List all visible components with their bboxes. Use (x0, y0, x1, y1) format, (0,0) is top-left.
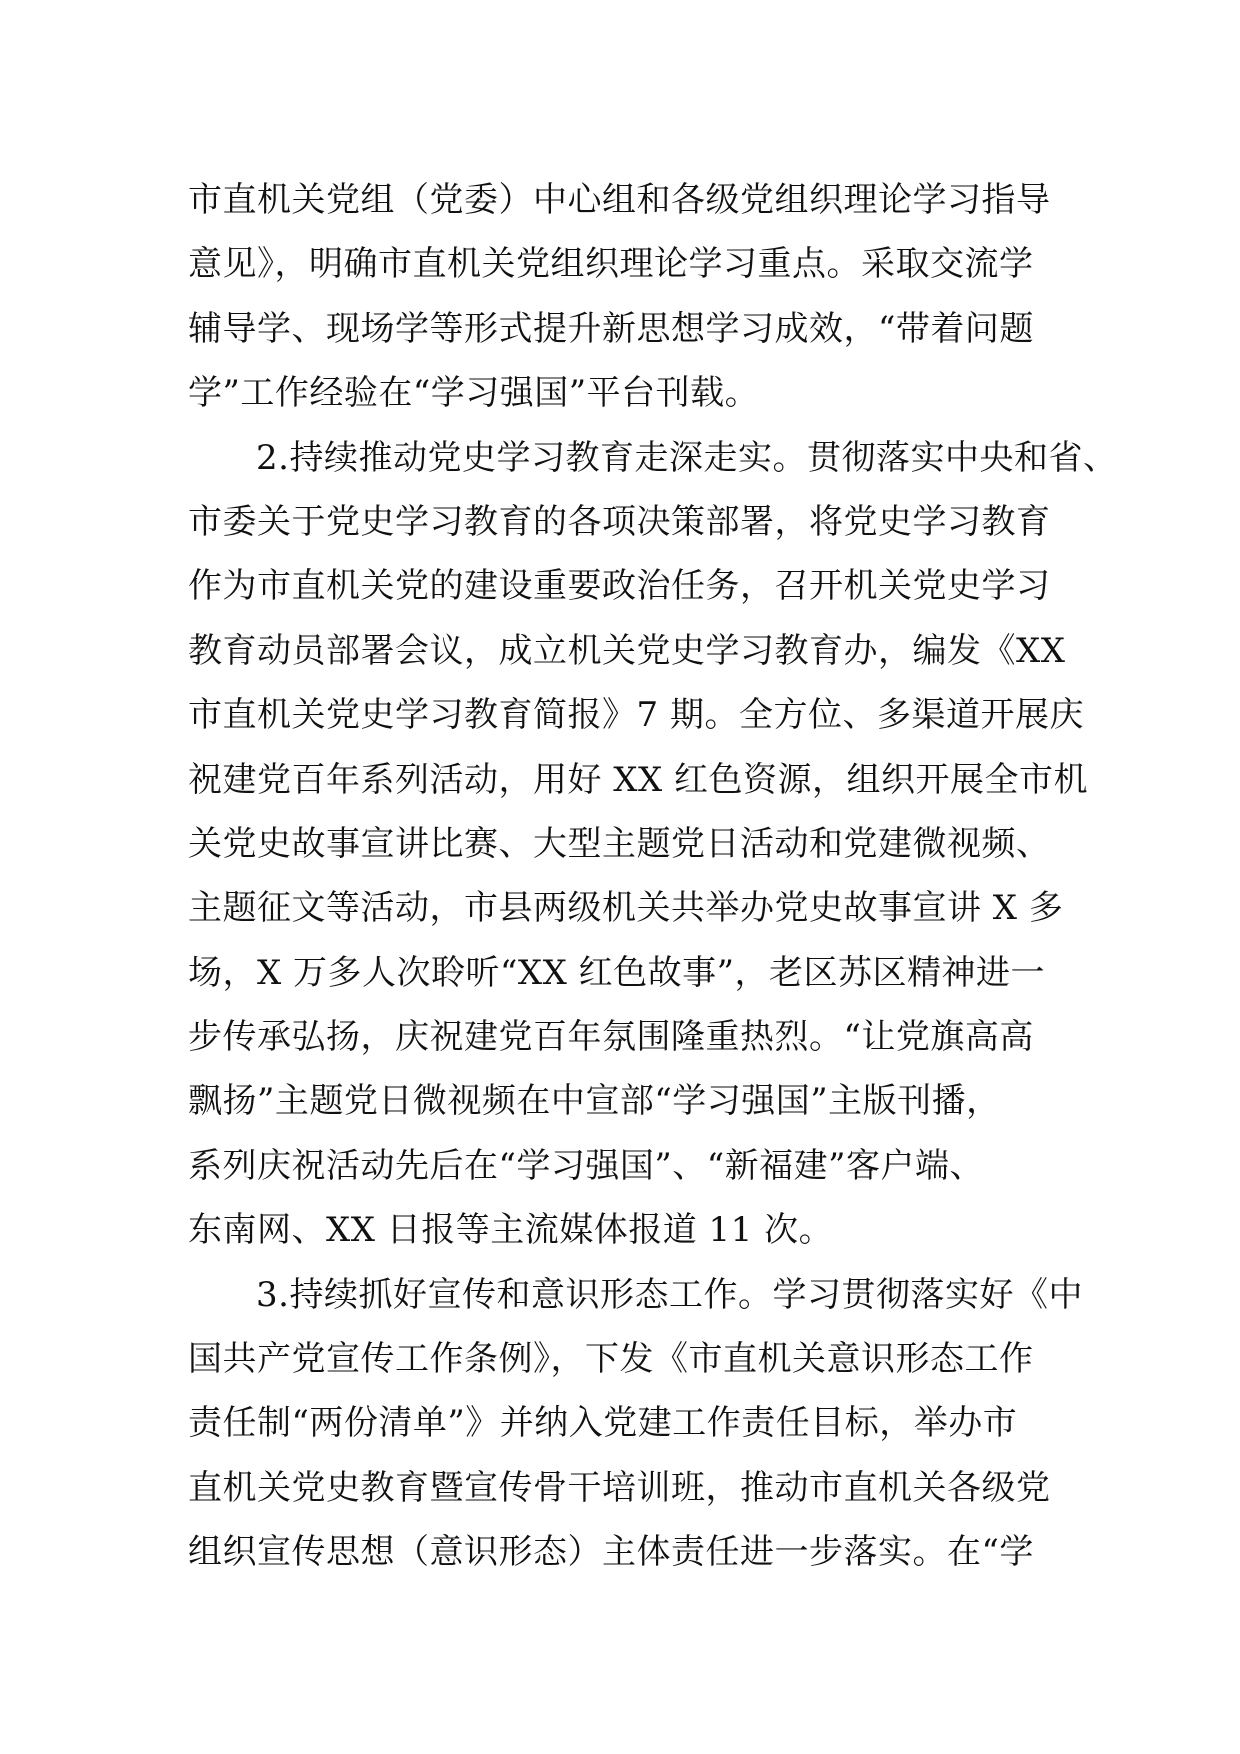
text-line: 辅导学、现场学等形式提升新思想学习成效，“带着问题 (188, 308, 1034, 349)
text-line: 意见》，明确市直机关党组织理论学习重点。采取交流学 (188, 244, 1034, 285)
text-line: 主题征文等活动，市县两级机关共举办党史故事宣讲 X 多 (188, 888, 1064, 929)
paragraph-first-line: 3.持续抓好宣传和意识形态工作。学习贯彻落实好《中 (256, 1274, 1083, 1315)
text-line: 市委关于党史学习教育的各项决策部署，将党史学习教育 (188, 501, 1051, 542)
text-line: 国共产党宣传工作条例》，下发《市直机关意识形态工作 (188, 1339, 1034, 1380)
text-line: 学”工作经验在“学习强国”平台刊载。 (188, 373, 760, 414)
text-line: 关党史故事宣讲比赛、大型主题党日活动和党建微视频、 (188, 823, 1051, 864)
text-line: 市直机关党组（党委）中心组和各级党组织理论学习指导 (188, 180, 1051, 220)
text-line: 飘扬”主题党日微视频在中宣部“学习强国”主版刊播， (188, 1081, 1001, 1122)
paragraph-first-line: 2.持续推动党史学习教育走深走实。贯彻落实中央和省、 (256, 437, 1118, 478)
text-line: 直机关党史教育暨宣传骨干培训班，推动市直机关各级党 (188, 1467, 1051, 1508)
text-line: 场，X 万多人次聆听“XX 红色故事”，老区苏区精神进一 (188, 952, 1045, 993)
text-line: 市直机关党史学习教育简报》7 期。全方位、多渠道开展庆 (188, 695, 1084, 736)
text-line: 系列庆祝活动先后在“学习强国”、“新福建”客户端、 (188, 1145, 985, 1186)
text-line: 东南网、XX 日报等主流媒体报道 11 次。 (188, 1210, 834, 1251)
text-line: 责任制“两份清单”》并纳入党建工作责任目标，举办市 (188, 1403, 1018, 1444)
text-line: 教育动员部署会议，成立机关党史学习教育办，编发《XX (188, 630, 1066, 671)
text-line: 祝建党百年系列活动，用好 XX 红色资源，组织开展全市机 (188, 759, 1089, 800)
text-line: 组织宣传思想（意识形态）主体责任进一步落实。在“学 (188, 1532, 1034, 1573)
text-line: 步传承弘扬，庆祝建党百年氛围隆重热烈。“让党旗高高 (188, 1017, 1034, 1058)
text-line: 作为市直机关党的建设重要政治任务，召开机关党史学习 (188, 566, 1051, 607)
document-body (188, 168, 1118, 1585)
